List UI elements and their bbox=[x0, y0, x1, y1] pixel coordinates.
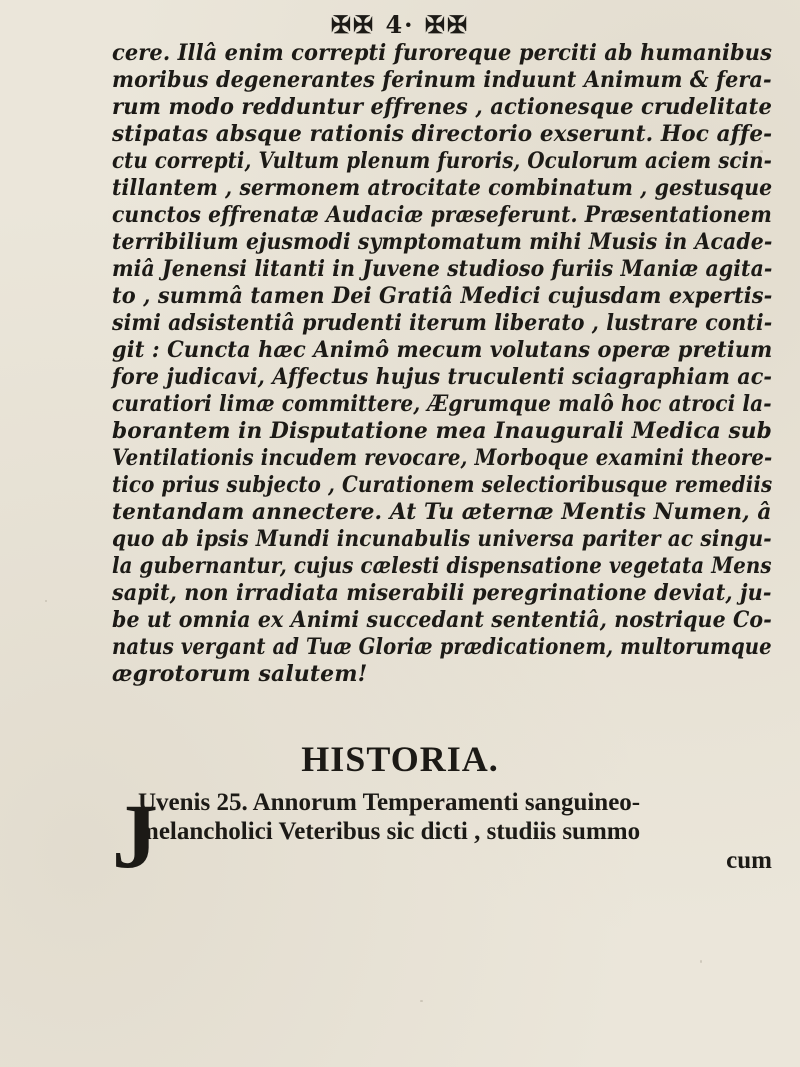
text-line: ctu correpti, Vultum plenum furoris, Oculorum aciem scin- bbox=[112, 148, 772, 174]
text-line: cere. Illâ enim correpti furoreque perciti ab humanibus bbox=[112, 40, 773, 66]
text-line: moribus degenerantes ferinum induunt Animum & fera- bbox=[112, 67, 772, 93]
history-line: Uvenis 25. Annorum Temperamenti sanguineo- bbox=[138, 789, 641, 816]
text-line: be ut omnia ex Animi succedant sententiâ, nostrique Co- bbox=[112, 607, 772, 633]
body-text bbox=[112, 40, 772, 688]
text-line: ægrotorum salutem! bbox=[112, 661, 368, 687]
paper-speck bbox=[760, 150, 763, 153]
text-line: tentandam annectere. At Tu æternæ Mentis Numen, â bbox=[112, 499, 772, 525]
text-line: tico prius subjecto , Curationem selectioribusque remediis bbox=[112, 472, 773, 498]
text-line: la gubernantur, cujus cælesti dispensatione vegetata Mens bbox=[112, 553, 772, 579]
paper-speck bbox=[700, 960, 702, 963]
text-line: to , summâ tamen Dei Gratiâ Medici cujusdam expertis- bbox=[112, 283, 773, 309]
text-line: natus vergant ad Tuæ Gloriæ prædicationem, multorumque bbox=[112, 634, 772, 660]
text-line: stipatas absque rationis directorio exserunt. Hoc affe- bbox=[112, 121, 773, 147]
text-line: miâ Jenensi litanti in Juvene studioso furiis Maniæ agita- bbox=[112, 256, 773, 282]
text-line: borantem in Disputatione mea Inaugurali Medica sub bbox=[112, 418, 772, 444]
page-header-ornament: ✠✠ 4· ✠✠ bbox=[330, 10, 470, 39]
paper-speck bbox=[420, 1000, 423, 1002]
text-line: tillantem , sermonem atrocitate combinatum , gestusque bbox=[112, 175, 773, 201]
text-line: cunctos effrenatæ Audaciæ præseferunt. Præsentationem bbox=[112, 202, 772, 228]
text-line: fore judicavi, Affectus hujus truculenti sciagraphiam ac- bbox=[112, 364, 773, 390]
text-line: git : Cuncta hæc Animô mecum volutans operæ pretium bbox=[112, 337, 773, 363]
text-line: quo ab ipsis Mundi incunabulis universa pariter ac singu- bbox=[112, 526, 772, 552]
text-line: rum modo redduntur effrenes , actionesque crudelitate bbox=[112, 94, 773, 120]
text-line: terribilium ejusmodi symptomatum mihi Musis in Acade- bbox=[112, 229, 773, 255]
history-line: melancholici Veteribus sic dicti , studiis summo bbox=[138, 818, 641, 845]
history-section bbox=[112, 785, 772, 887]
drop-cap-initial: J bbox=[112, 785, 158, 887]
text-line: curatiori limæ committere, Ægrumque malô hoc atroci la- bbox=[112, 391, 772, 417]
section-heading: HISTORIA. bbox=[301, 739, 499, 779]
text-line: sapit, non irradiata miserabili peregrinatione deviat, ju- bbox=[112, 580, 772, 606]
paper-speck bbox=[45, 600, 47, 602]
text-line: simi adsistentiâ prudenti iterum liberato , lustrare conti- bbox=[112, 310, 773, 336]
text-line: Ventilationis incudem revocare, Morboque examini theore- bbox=[112, 445, 773, 471]
catchword: cum bbox=[726, 847, 772, 874]
